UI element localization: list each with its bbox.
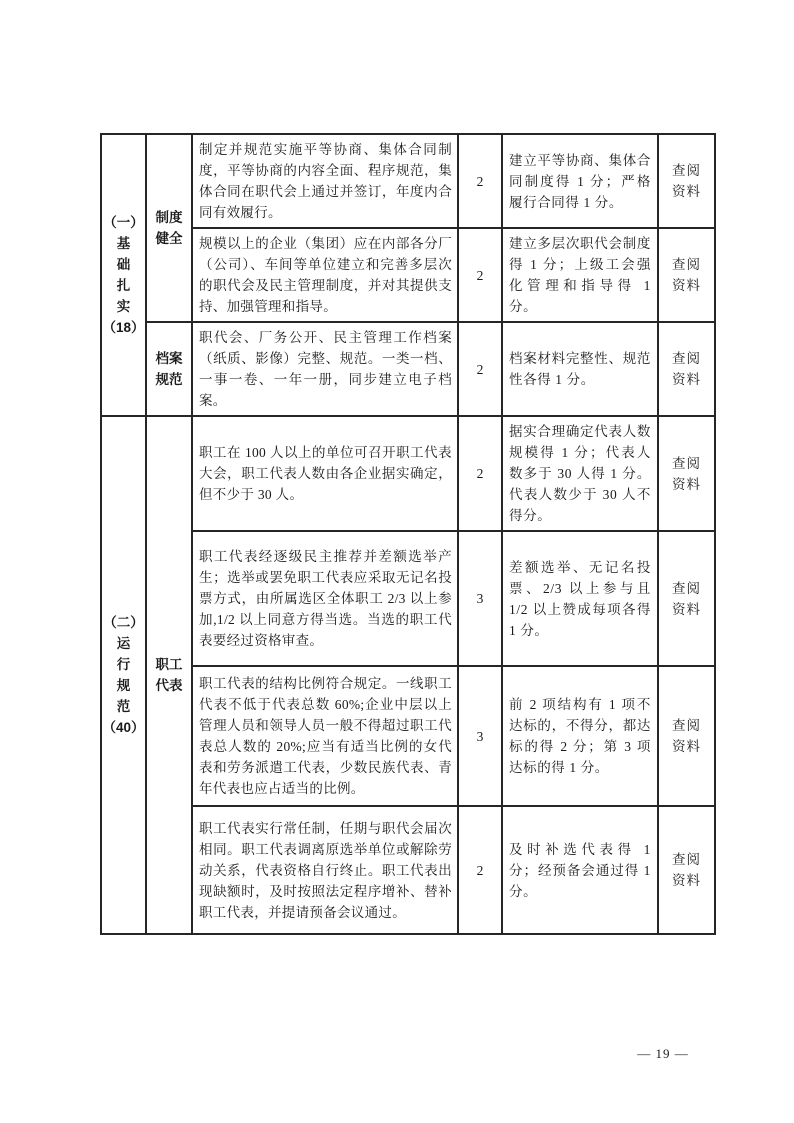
description-cell: 职工在 100 人以上的单位可召开职工代表大会，职工代表人数由各企业据实确定，但不少于 30 人。 <box>192 416 458 531</box>
table-row <box>101 666 715 806</box>
category-cell-operation: （二） 运 行 规 范 （40） <box>101 416 146 934</box>
criteria-cell: 据实合理确定代表人数规模得 1 分；代表人数多于 30 人得 1 分。代表人数少于 30 人不得分。 <box>502 416 658 531</box>
table-row <box>101 806 715 934</box>
method-cell: 查阅 资料 <box>658 416 715 531</box>
criteria-cell: 及时补选代表得 1 分；经预备会通过得 1 分。 <box>502 806 658 934</box>
table-row <box>101 322 715 416</box>
page-number: — 19 — <box>637 1046 689 1061</box>
table-row <box>101 416 715 531</box>
subcategory-cell-institutions: 制度 健全 <box>146 134 192 322</box>
score-cell: 3 <box>458 531 502 666</box>
method-cell: 查阅 资料 <box>658 531 715 666</box>
description-cell: 职工代表的结构比例符合规定。一线职工代表不低于代表总数 60%;企业中层以上管理人员和领导人员一般不得超过职工代表总人数的 20%;应当有适当比例的女代表和劳务派遣工代表，少数民族代表、青年代表也应占适当的比例。 <box>192 666 458 806</box>
criteria-cell: 建立多层次职代会制度得 1 分；上级工会强化管理和指导得 1 分。 <box>502 228 658 322</box>
criteria-cell: 差额选举、无记名投票、2/3 以上参与且 1/2 以上赞成每项各得 1 分。 <box>502 531 658 666</box>
table-row <box>101 531 715 666</box>
score-cell: 2 <box>458 134 502 228</box>
table-row <box>101 134 715 228</box>
subcategory-cell-representatives: 职工 代表 <box>146 416 192 934</box>
method-cell: 查阅 资料 <box>658 134 715 228</box>
method-cell: 查阅 资料 <box>658 666 715 806</box>
criteria-cell: 档案材料完整性、规范性各得 1 分。 <box>502 322 658 416</box>
subcategory-cell-archives: 档案 规范 <box>146 322 192 416</box>
score-cell: 2 <box>458 322 502 416</box>
score-cell: 2 <box>458 228 502 322</box>
category-cell-foundation: （一） 基 础 扎 实 （18） <box>101 134 146 416</box>
description-cell: 规模以上的企业（集团）应在内部各分厂（公司）、车间等单位建立和完善多层次的职代会及民主管理制度，并对其提供支持、加强管理和指导。 <box>192 228 458 322</box>
score-cell: 2 <box>458 806 502 934</box>
criteria-cell: 建立平等协商、集体合同制度得 1 分；严格履行合同得 1 分。 <box>502 134 658 228</box>
description-cell: 制定并规范实施平等协商、集体合同制度，平等协商的内容全面、程序规范，集体合同在职代会上通过并签订，年度内合同有效履行。 <box>192 134 458 228</box>
description-cell: 职工代表实行常任制，任期与职代会届次相同。职工代表调离原选举单位或解除劳动关系，代表资格自行终止。职工代表出现缺额时，及时按照法定程序增补、替补职工代表，并提请预备会议通过。 <box>192 806 458 934</box>
description-cell: 职工代表经逐级民主推荐并差额选举产生；选举或罢免职工代表应采取无记名投票方式，由所属选区全体职工 2/3 以上参加,1/2 以上同意方得当选。当选的职工代表要经过资格审查。 <box>192 531 458 666</box>
description-cell: 职代会、厂务公开、民主管理工作档案（纸质、影像）完整、规范。一类一档、一事一卷、一年一册，同步建立电子档案。 <box>192 322 458 416</box>
criteria-cell: 前 2 项结构有 1 项不达标的，不得分，都达标的得 2 分；第 3 项达标的得 1 分。 <box>502 666 658 806</box>
method-cell: 查阅 资料 <box>658 806 715 934</box>
assessment-table <box>100 133 716 935</box>
score-cell: 3 <box>458 666 502 806</box>
method-cell: 查阅 资料 <box>658 228 715 322</box>
method-cell: 查阅 资料 <box>658 322 715 416</box>
score-cell: 2 <box>458 416 502 531</box>
table-row <box>101 228 715 322</box>
